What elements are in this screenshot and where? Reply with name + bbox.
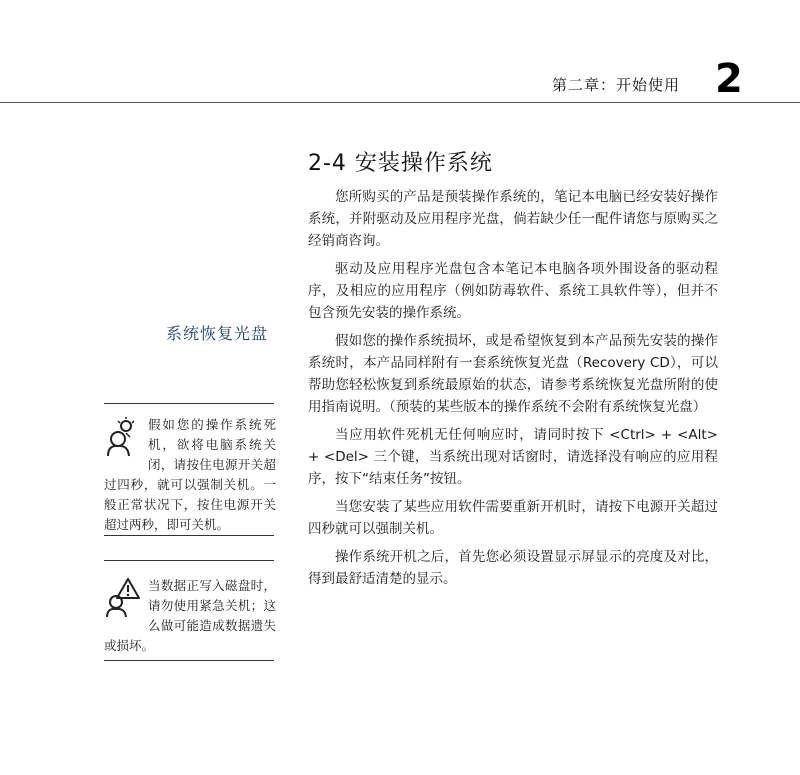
- tip-top-rule: [104, 403, 274, 404]
- warning-person-icon: [104, 578, 144, 620]
- chapter-header: 第二章：开始使用: [552, 76, 681, 94]
- chapter-number: 2: [715, 56, 743, 102]
- sidebar-heading: 系统恢复光盘: [166, 324, 269, 343]
- body-text: [308, 186, 718, 596]
- paragraph-1: 您所购买的产品是预装操作系统的，笔记本电脑已经安装好操作系统，并附驱动及应用程序光盘，倘若缺少任一配件请您与原购买之经销商咨询。: [308, 189, 718, 249]
- lightbulb-person-icon: [104, 417, 144, 459]
- paragraph-2: 驱动及应用程序光盘包含本笔记本电脑各项外围设备的驱动程序，及相应的应用程序（例如防毒软件、系统工具软件等），但并不包含预先安装的操作系统。: [308, 261, 718, 321]
- paragraph-5: 当您安装了某些应用软件需要重新开机时，请按下电源开关超过四秒就可以强制关机。: [308, 499, 718, 537]
- tip-note: 假如您的操作系统死机，欲将电脑系统关闭，请按住电源开关超过四秒，就可以强制关机。一般正常状况下，按住电源开关超过两秒，即可关机。: [104, 417, 276, 532]
- paragraph-3: 假如您的操作系统损坏，或是希望恢复到本产品预先安装的操作系统时，本产品同样附有一套系统恢复光盘（Recovery CD），可以帮助您轻松恢复到系统最原始的状态，请参考系统恢复光盘所附的使用指南说明。（预装的某些版本的操作系统不会附有系统恢复光盘）: [308, 333, 718, 415]
- warning-bottom-rule: [104, 660, 274, 661]
- header-rule: [0, 102, 800, 103]
- section-title: 2-4 安装操作系统: [308, 151, 493, 176]
- paragraph-6: 操作系统开机之后，首先您必须设置显示屏显示的亮度及对比，得到最舒适清楚的显示。: [308, 549, 718, 587]
- tip-bottom-rule: [104, 535, 274, 536]
- warning-top-rule: [104, 560, 274, 561]
- paragraph-4: 当应用软件死机无任何响应时，请同时按下 <Ctrl> + <Alt> + <Del> 三个键，当系统出现对话窗时，请选择没有响应的应用程序，按下“结束任务”按钮。: [308, 427, 718, 487]
- warning-note: 当数据正写入磁盘时，请勿使用紧急关机；这么做可能造成数据遗失或损坏。: [104, 578, 276, 653]
